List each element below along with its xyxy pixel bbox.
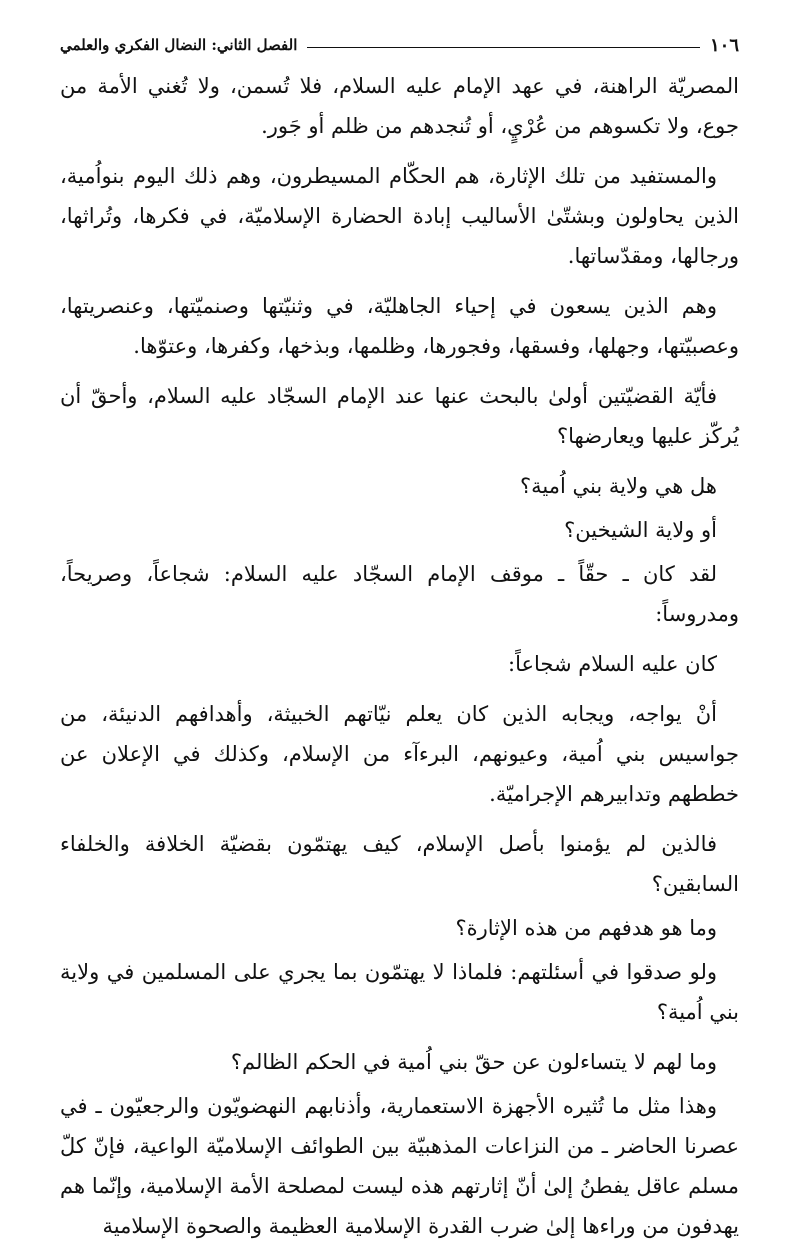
chapter-title: الفصل الثاني: النضال الفكري والعلمي [60,36,298,54]
running-head [60,28,739,62]
paragraph: والمستفيد من تلك الإثارة، هم الحكّام المسيطرون، وهم ذلك اليوم بنواُمية، الذين يحاولون وبشتّىٰ الأساليب إبادة الحضارة الإسلاميّة، في فكرها، وتُراثها، ورجالها، ومقدّساتها. [60,164,739,268]
header-rule [307,47,700,48]
paragraph: وهذا مثل ما تُثيره الأجهزة الاستعمارية، وأذنابهم النهضويّون والرجعيّون ـ في عصرنا الحاضر ـ من النزاعات المذهبيّة بين الطوائف الإسلاميّة الواعية، فإنّ كلّ مسلم عاقل يفطنُ إلىٰ أنّ إثارتهم هذه ليست لمصلحة الأمة الإسلامية، وإنّما هم يهدفون من وراءها إلىٰ ضرب القدرة الإسلامية العظيمة والصحوة الإسلامية [60,1094,739,1238]
body-text [60,66,739,1246]
question-line: وما لهم لا يتساءلون عن حقّ بني اُمية في الحكم الظالم؟ [230,1050,717,1074]
paragraph: لقد كان ـ حقّاً ـ موقف الإمام السجّاد عليه السلام: شجاعاً، وصريحاً، ومدروساً: [60,562,739,626]
question-line: وما هو هدفهم من هذه الإثارة؟ [455,916,717,940]
page-number: ١٠٦ [709,34,739,56]
paragraph: المصريّة الراهنة، في عهد الإمام عليه السلام، فلا تُسمن، ولا تُغني الأمة من جوع، ولا تكسوهم من عُرْيٍ، أو تُنجدهم من ظلم أو جَور. [60,74,739,138]
paragraph: فأيّة القضيّتين أولىٰ بالبحث عنها عند الإمام السجّاد عليه السلام، وأحقّ أن يُركّز عليها ويعارضها؟ [60,384,739,448]
question-line: هل هي ولاية بني اُمية؟ [520,474,717,498]
section-heading: كان عليه السلام شجاعاً: [508,652,717,676]
question-line: أو ولاية الشيخين؟ [564,518,717,542]
paragraph: أنْ يواجه، ويجابه الذين كان يعلم نيّاتهم الخبيثة، وأهدافهم الدنيئة، من جواسيس بني اُمية، وعيونهم، البرءآء من الإسلام، وكذلك في الإعلان عن خططهم وتدابيرهم الإجراميّة. [60,702,739,806]
question-line: فالذين لم يؤمنوا بأصل الإسلام، كيف يهتمّون بقضيّة الخلافة والخلفاء السابقين؟ [60,832,739,896]
paragraph: ولو صدقوا في أسئلتهم: فلماذا لا يهتمّون بما يجري على المسلمين في ولاية بني اُمية؟ [60,960,739,1024]
paragraph: وهم الذين يسعون في إحياء الجاهليّة، في وثنيّتها وصنميّتها، وعنصريتها، وعصبيّتها، وجهلها، وفسقها، وفجورها، وظلمها، وبذخها، وكفرها، وعتوّها. [60,294,739,358]
